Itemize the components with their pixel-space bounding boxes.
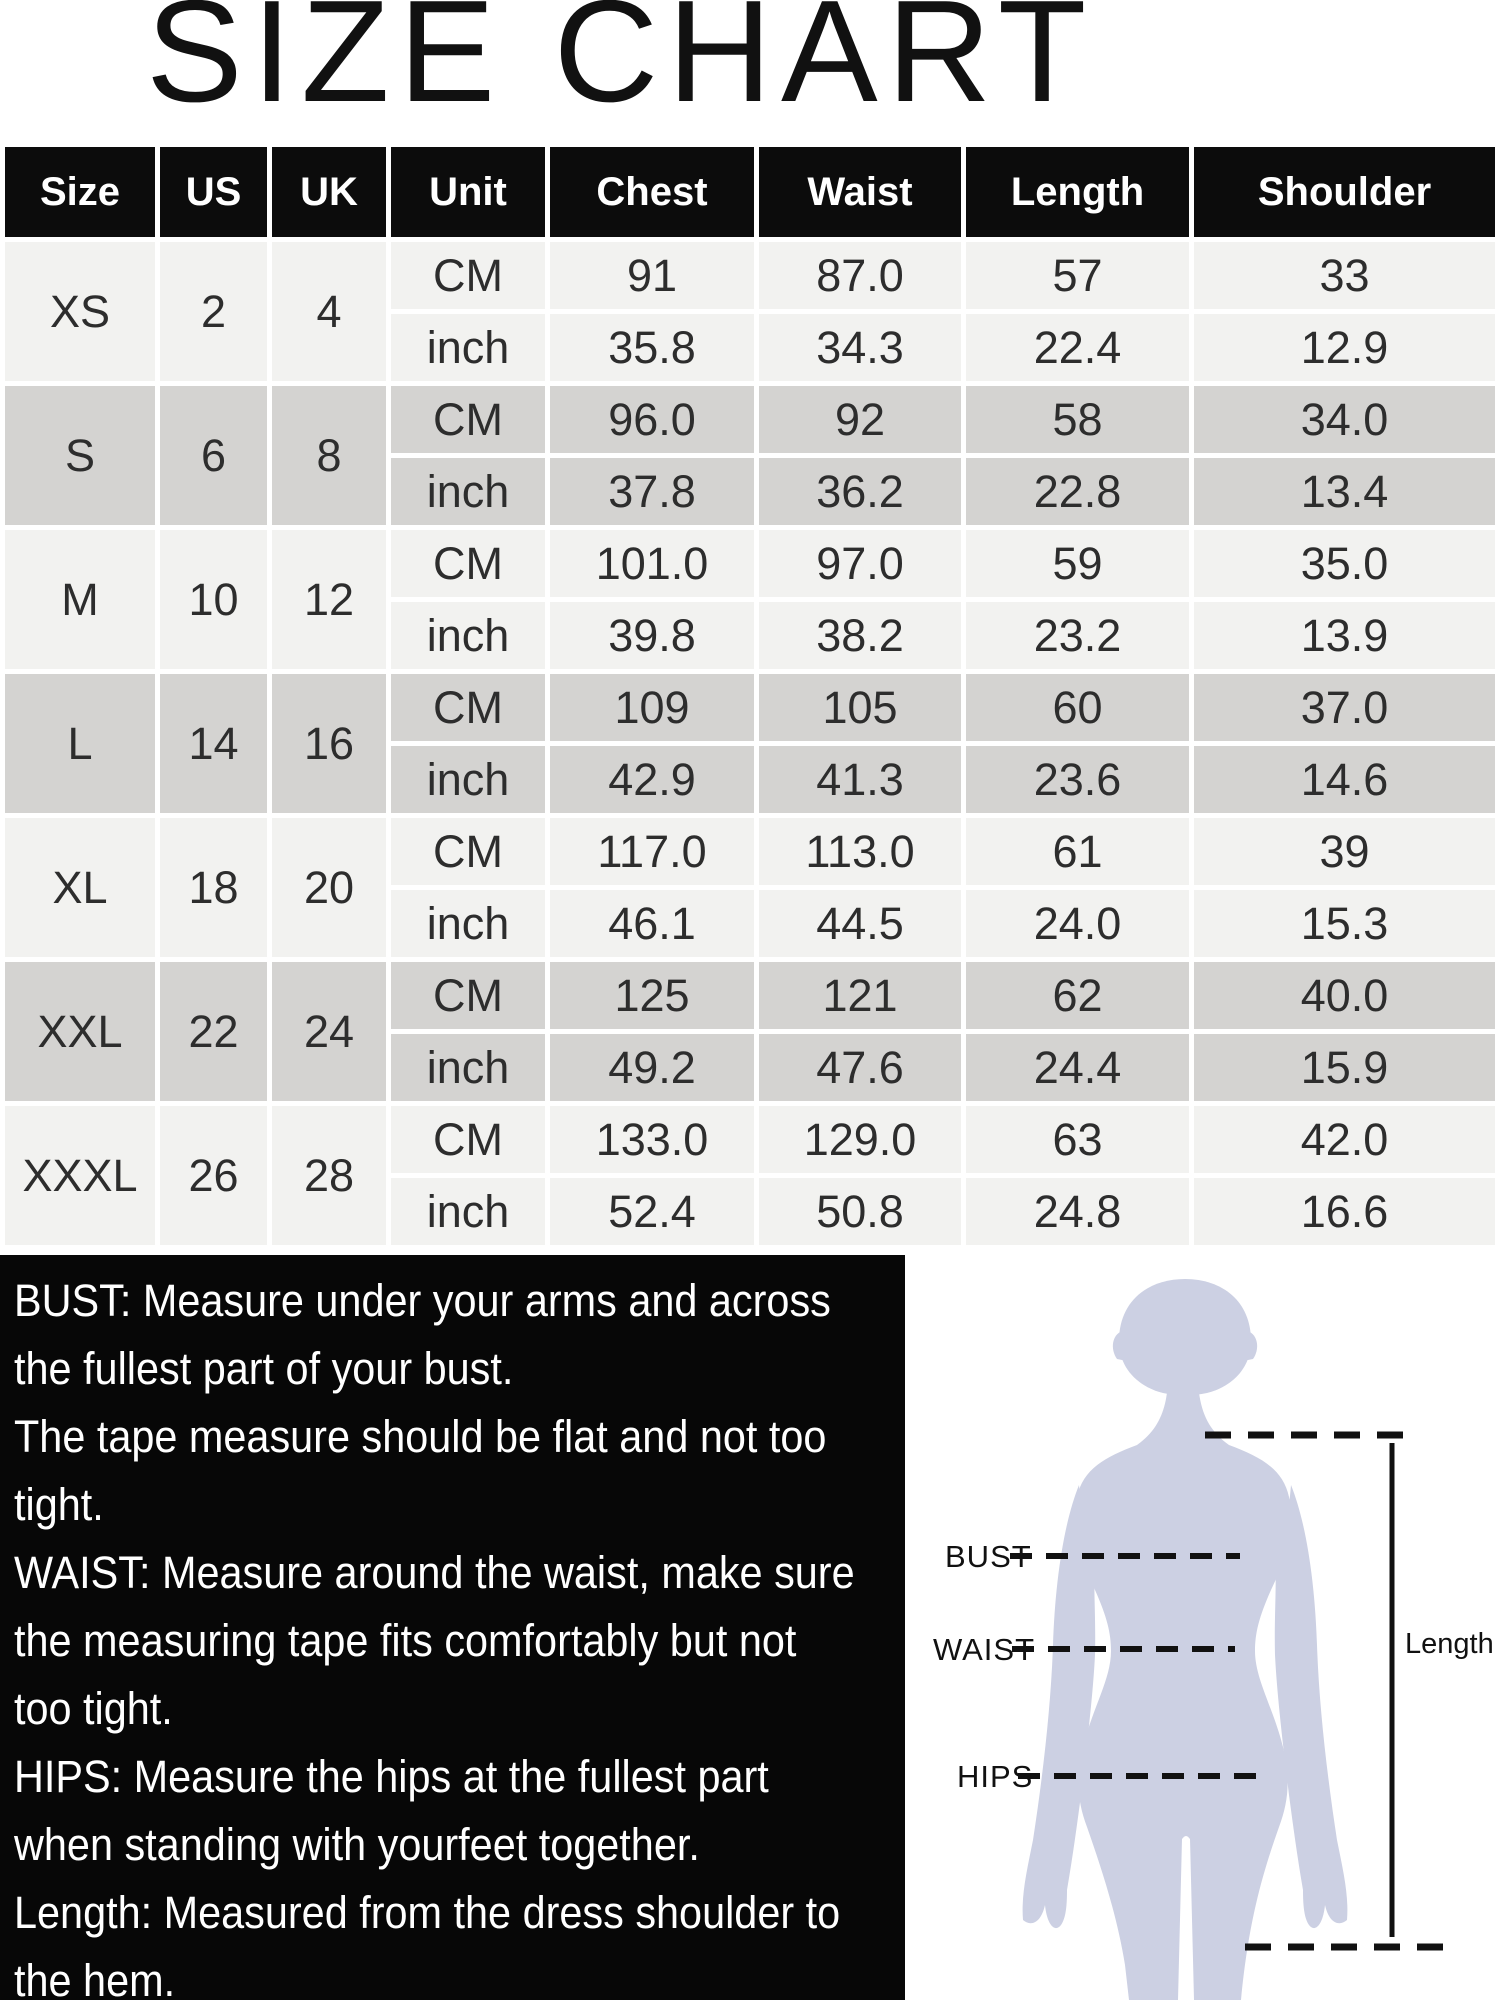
measurement-cell: 22.4 <box>966 314 1189 381</box>
us-cell-xl: 18 <box>160 818 267 957</box>
size-row-xxxl-cm <box>5 1106 1495 1173</box>
measurement-cell: 105 <box>759 674 961 741</box>
size-row-xxl-cm <box>5 962 1495 1029</box>
measurement-cell: 96.0 <box>550 386 754 453</box>
measurement-cell: 34.3 <box>759 314 961 381</box>
measurement-cell: 13.4 <box>1194 458 1495 525</box>
measurement-cell: 39.8 <box>550 602 754 669</box>
unit-cell-cm: CM <box>391 962 545 1029</box>
us-cell-xxxl: 26 <box>160 1106 267 1245</box>
note-line: Length: Measured from the dress shoulder to <box>14 1887 841 1938</box>
column-header-length: Length <box>966 147 1189 237</box>
unit-cell-inch: inch <box>391 1034 545 1101</box>
measurement-cell: 58 <box>966 386 1189 453</box>
us-cell-xxl: 22 <box>160 962 267 1101</box>
size-cell-s: S <box>5 386 155 525</box>
measurement-cell: 121 <box>759 962 961 1029</box>
note-line: tight. <box>14 1479 104 1530</box>
size-chart-title: SIZE CHART <box>146 0 1096 132</box>
us-cell-xs: 2 <box>160 242 267 381</box>
uk-cell-xl: 20 <box>272 818 386 957</box>
measurement-cell: 42.0 <box>1194 1106 1495 1173</box>
measurement-cell: 38.2 <box>759 602 961 669</box>
figure-arm-left <box>1023 1485 1096 1928</box>
measurement-cell: 113.0 <box>759 818 961 885</box>
measurement-cell: 14.6 <box>1194 746 1495 813</box>
unit-cell-cm: CM <box>391 1106 545 1173</box>
unit-cell-cm: CM <box>391 242 545 309</box>
hips-label: HIPS <box>957 1759 1034 1794</box>
measurement-cell: 33 <box>1194 242 1495 309</box>
uk-cell-s: 8 <box>272 386 386 525</box>
measurement-cell: 117.0 <box>550 818 754 885</box>
measurement-cell: 97.0 <box>759 530 961 597</box>
length-label: Length <box>1405 1628 1494 1660</box>
note-line: too tight. <box>14 1683 173 1734</box>
size-cell-l: L <box>5 674 155 813</box>
uk-cell-xxxl: 28 <box>272 1106 386 1245</box>
measurement-cell: 59 <box>966 530 1189 597</box>
us-cell-m: 10 <box>160 530 267 669</box>
measurement-cell: 49.2 <box>550 1034 754 1101</box>
measurement-cell: 41.3 <box>759 746 961 813</box>
measurement-cell: 15.3 <box>1194 890 1495 957</box>
note-line: HIPS: Measure the hips at the fullest part <box>14 1751 769 1802</box>
measurement-cell: 13.9 <box>1194 602 1495 669</box>
measurement-cell: 22.8 <box>966 458 1189 525</box>
us-cell-s: 6 <box>160 386 267 525</box>
column-header-unit: Unit <box>391 147 545 237</box>
unit-cell-cm: CM <box>391 530 545 597</box>
measurement-cell: 16.6 <box>1194 1178 1495 1245</box>
measurement-cell: 39 <box>1194 818 1495 885</box>
note-line: BUST: Measure under your arms and across <box>14 1275 831 1326</box>
measurement-cell: 91 <box>550 242 754 309</box>
measurement-cell: 23.2 <box>966 602 1189 669</box>
column-header-uk: UK <box>272 147 386 237</box>
measurement-figure <box>905 1255 1500 2000</box>
measurement-cell: 24.4 <box>966 1034 1189 1101</box>
measurement-cell: 44.5 <box>759 890 961 957</box>
measurement-cell: 37.0 <box>1194 674 1495 741</box>
unit-cell-inch: inch <box>391 890 545 957</box>
waist-label: WAIST <box>933 1632 1036 1667</box>
measurement-cell: 12.9 <box>1194 314 1495 381</box>
us-cell-l: 14 <box>160 674 267 813</box>
size-row-s-cm <box>5 386 1495 453</box>
unit-cell-cm: CM <box>391 386 545 453</box>
size-cell-xxxl: XXXL <box>5 1106 155 1245</box>
uk-cell-xs: 4 <box>272 242 386 381</box>
size-row-xl-cm <box>5 818 1495 885</box>
measurement-cell: 125 <box>550 962 754 1029</box>
size-cell-xs: XS <box>5 242 155 381</box>
measurement-cell: 50.8 <box>759 1178 961 1245</box>
figure-arm-right <box>1275 1485 1348 1928</box>
measurement-cell: 101.0 <box>550 530 754 597</box>
size-row-xs-cm <box>5 242 1495 309</box>
measurement-cell: 60 <box>966 674 1189 741</box>
note-line: the hem. <box>14 1955 176 2000</box>
unit-cell-inch: inch <box>391 602 545 669</box>
note-line: the fullest part of your bust. <box>14 1343 514 1394</box>
measurement-cell: 40.0 <box>1194 962 1495 1029</box>
measurement-cell: 63 <box>966 1106 1189 1173</box>
measurement-cell: 24.8 <box>966 1178 1189 1245</box>
note-line: when standing with yourfeet together. <box>14 1819 700 1870</box>
unit-cell-inch: inch <box>391 1178 545 1245</box>
measurement-cell: 46.1 <box>550 890 754 957</box>
measurement-cell: 129.0 <box>759 1106 961 1173</box>
measurement-cell: 35.8 <box>550 314 754 381</box>
measurement-cell: 57 <box>966 242 1189 309</box>
measurement-cell: 47.6 <box>759 1034 961 1101</box>
measurement-cell: 87.0 <box>759 242 961 309</box>
column-header-us: US <box>160 147 267 237</box>
figure-head <box>1119 1279 1251 1395</box>
size-row-m-cm <box>5 530 1495 597</box>
measurement-cell: 36.2 <box>759 458 961 525</box>
uk-cell-xxl: 24 <box>272 962 386 1101</box>
measurement-cell: 92 <box>759 386 961 453</box>
note-line: WAIST: Measure around the waist, make sure <box>14 1547 855 1598</box>
column-header-waist: Waist <box>759 147 961 237</box>
measurement-cell: 24.0 <box>966 890 1189 957</box>
measurement-cell: 15.9 <box>1194 1034 1495 1101</box>
uk-cell-l: 16 <box>272 674 386 813</box>
measurement-cell: 62 <box>966 962 1189 1029</box>
measurement-cell: 37.8 <box>550 458 754 525</box>
column-header-shoulder: Shoulder <box>1194 147 1495 237</box>
measurement-cell: 35.0 <box>1194 530 1495 597</box>
measurement-cell: 42.9 <box>550 746 754 813</box>
size-cell-xxl: XXL <box>5 962 155 1101</box>
unit-cell-inch: inch <box>391 458 545 525</box>
unit-cell-cm: CM <box>391 818 545 885</box>
size-table <box>0 142 1500 1250</box>
table-header-row <box>5 147 1495 237</box>
uk-cell-m: 12 <box>272 530 386 669</box>
measurement-cell: 34.0 <box>1194 386 1495 453</box>
size-row-l-cm <box>5 674 1495 741</box>
unit-cell-inch: inch <box>391 314 545 381</box>
bust-label: BUST <box>945 1539 1032 1574</box>
size-cell-m: M <box>5 530 155 669</box>
unit-cell-inch: inch <box>391 746 545 813</box>
measurement-cell: 133.0 <box>550 1106 754 1173</box>
note-line: the measuring tape fits comfortably but not <box>14 1615 797 1666</box>
measurement-cell: 61 <box>966 818 1189 885</box>
size-cell-xl: XL <box>5 818 155 957</box>
note-line: The tape measure should be flat and not too <box>14 1411 827 1462</box>
measurement-cell: 23.6 <box>966 746 1189 813</box>
column-header-size: Size <box>5 147 155 237</box>
measurement-cell: 52.4 <box>550 1178 754 1245</box>
measure-notes-panel <box>0 1255 905 2000</box>
unit-cell-cm: CM <box>391 674 545 741</box>
measurement-cell: 109 <box>550 674 754 741</box>
column-header-chest: Chest <box>550 147 754 237</box>
